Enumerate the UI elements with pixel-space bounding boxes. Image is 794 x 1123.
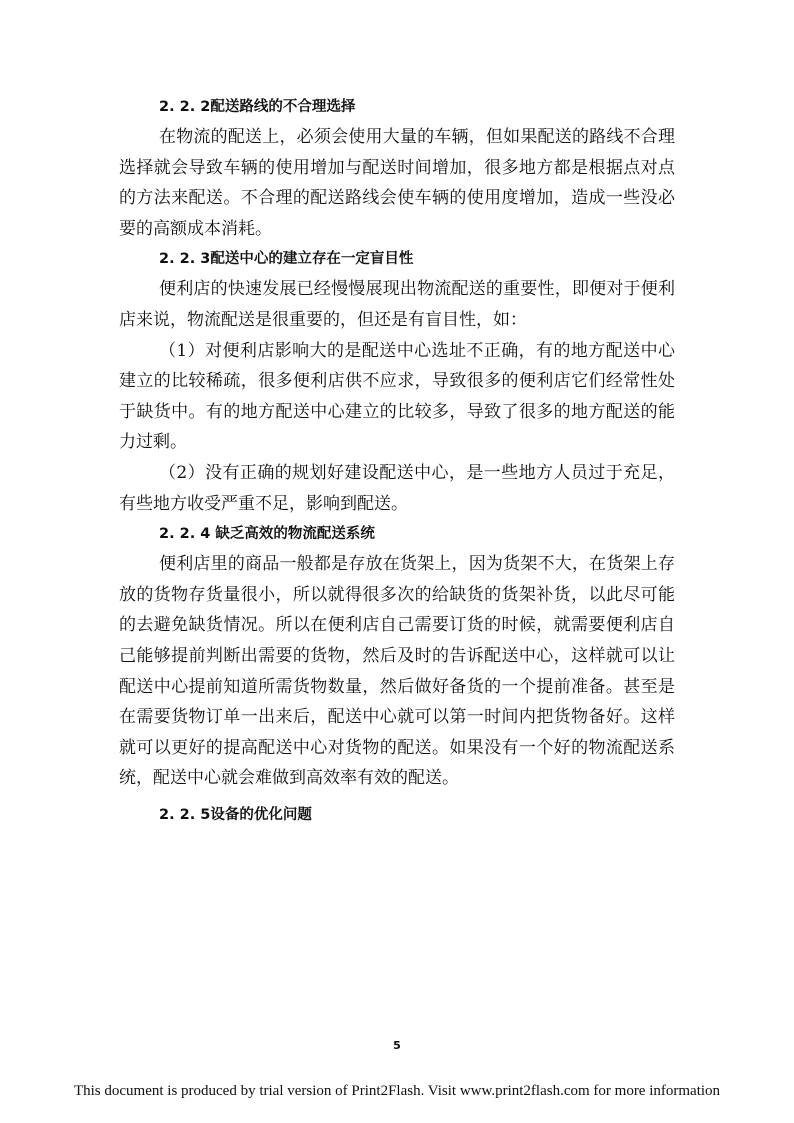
paragraph-blindness-intro: 便利店的快速发展已经慢慢展现出物流配送的重要性，即便对于便利店来说，物流配送是很重要的，但还是有盲目性，如： — [119, 279, 675, 330]
section-heading-2-2-2: 2. 2. 2配送路线的不合理选择 — [159, 99, 356, 115]
paragraph-delivery-system: 便利店里的商品一般都是存放在货架上，因为货架不大，在货架上存放的货物存货量很小，所以就得很多次的给缺货的货架补货，以此尽可能的去避免缺货情况。所以在便利店自己需要订货的时候，就需要便利店自己能够提前判断出需要的货物，然后及时的告诉配送中心，这样就可以让配送中心提前知道所需货物数量，然后做好备货的一个提前准备。甚至是在需要货物订单一出来后，配送中心就可以第一时间内把货物备好。这样就可以更好的提高配送中心对货物的配送。如果没有一个好的物流配送系统，配送中心就会难做到高效率有效的配送。 — [119, 554, 675, 789]
trial-watermark-footer: This document is produced by trial version of Print2Flash. Visit www.print2flash.com for more information — [73, 1083, 721, 1099]
section-heading-2-2-4: 2. 2. 4 缺乏高效的物流配送系统 — [159, 526, 375, 543]
paragraph-routes: 在物流的配送上，必须会使用大量的车辆，但如果配送的路线不合理选择就会导致车辆的使用增加与配送时间增加，很多地方都是根据点对点的方法来配送。不合理的配送路线会使车辆的使用度增加，造成一些没必要的高额成本消耗。 — [119, 127, 675, 239]
page-number: 5 — [393, 1039, 401, 1052]
section-heading-2-2-5: 2. 2. 5设备的优化问题 — [159, 806, 312, 823]
paragraph-blindness-point-1: （1）对便利店影响大的是配送中心选址不正确，有的地方配送中心建立的比较稀疏，很多便利店供不应求，导致很多的便利店它们经常性处于缺货中。有的地方配送中心建立的比较多，导致了很多的地方配送的能力过剩。 — [119, 340, 675, 453]
document-body — [119, 92, 675, 830]
section-heading-2-2-3: 2. 2. 3配送中心的建立存在一定盲目性 — [159, 251, 414, 268]
paragraph-blindness-point-2: （2）没有正确的规划好建设配送中心，是一些地方人员过于充足，有些地方收受严重不足，影响到配送。 — [119, 462, 675, 514]
